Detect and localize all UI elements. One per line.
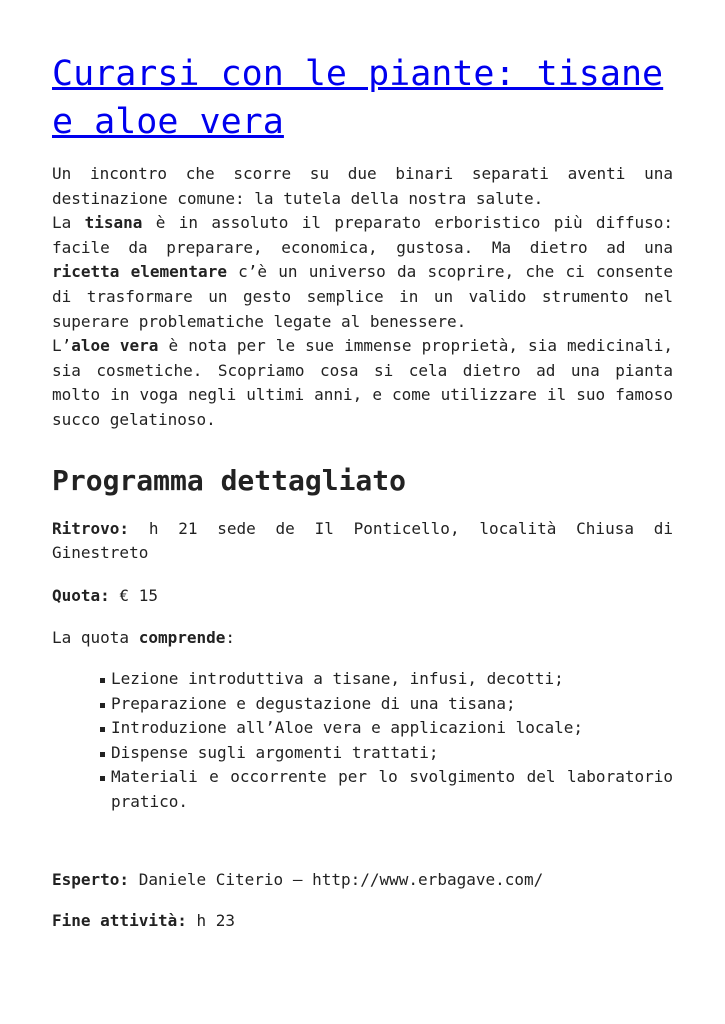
comprende-prefix: La quota — [52, 628, 139, 648]
quota-line — [52, 584, 673, 609]
fine-line — [52, 909, 673, 934]
comprende-bold: comprende — [138, 628, 226, 648]
esperto-value: Daniele Citerio – http://www.erbagave.com/ — [129, 870, 544, 890]
text-run: L’ — [52, 336, 72, 356]
ritrovo-label: Ritrovo: — [52, 518, 130, 538]
text-run: c’è un universo da scoprire, che ci consente di trasformare un gesto semplice in un valido strumento nel superare problematiche legate al benessere. — [52, 262, 674, 331]
comprende-line — [52, 626, 673, 651]
included-items-list — [52, 667, 673, 815]
text-run: La — [52, 213, 85, 233]
list-item: Materiali e occorrente per lo svolgimento del laboratorio pratico. — [99, 765, 673, 814]
aloe-paragraph — [52, 334, 673, 432]
bold-text-ricetta: ricetta elementare — [52, 262, 227, 282]
program-heading: Programma dettagliato — [52, 463, 407, 497]
quota-label: Quota: — [52, 585, 110, 605]
intro-section — [52, 162, 673, 433]
bold-text-aloe: aloe vera — [71, 336, 159, 356]
quota-value: € 15 — [109, 585, 158, 605]
text-run: è in assoluto il preparato erboristico più diffuso: facile da preparare, economica, gustosa. Ma dietro ad una — [52, 213, 673, 257]
list-item: Introduzione all’Aloe vera e applicazioni locale; — [99, 716, 673, 741]
spacer — [52, 814, 673, 852]
bold-text-tisana: tisana — [84, 213, 143, 233]
page-title — [52, 50, 673, 146]
tisana-paragraph — [52, 211, 673, 334]
ritrovo-line — [52, 517, 673, 566]
list-item: Dispense sugli argomenti trattati; — [99, 741, 673, 766]
ritrovo-value: h 21 sede de Il Ponticello, località Chiusa di Ginestreto — [52, 518, 673, 563]
esperto-line — [52, 868, 673, 893]
comprende-suffix: : — [225, 628, 236, 648]
text-run: è nota per le sue immense proprietà, sia medicinali, sia cosmetiche. Scopriamo cosa si cela dietro ad una pianta molto in voga negli ultimi anni, e come utilizzare il suo famoso succo gelatinoso. — [52, 336, 673, 429]
esperto-label: Esperto: — [52, 870, 130, 890]
list-item: Lezione introduttiva a tisane, infusi, decotti; — [99, 667, 673, 692]
intro-paragraph — [52, 162, 673, 211]
intro-text: Un incontro che scorre su due binari separati aventi una destinazione comune: la tutela della nostra salute. — [52, 164, 673, 208]
list-item: Preparazione e degustazione di una tisana; — [99, 692, 673, 717]
title-link[interactable]: Curarsi con le piante: tisane e aloe vera — [52, 54, 664, 142]
fine-value: h 23 — [186, 911, 236, 931]
article — [52, 50, 673, 950]
fine-label: Fine attività: — [52, 911, 187, 931]
